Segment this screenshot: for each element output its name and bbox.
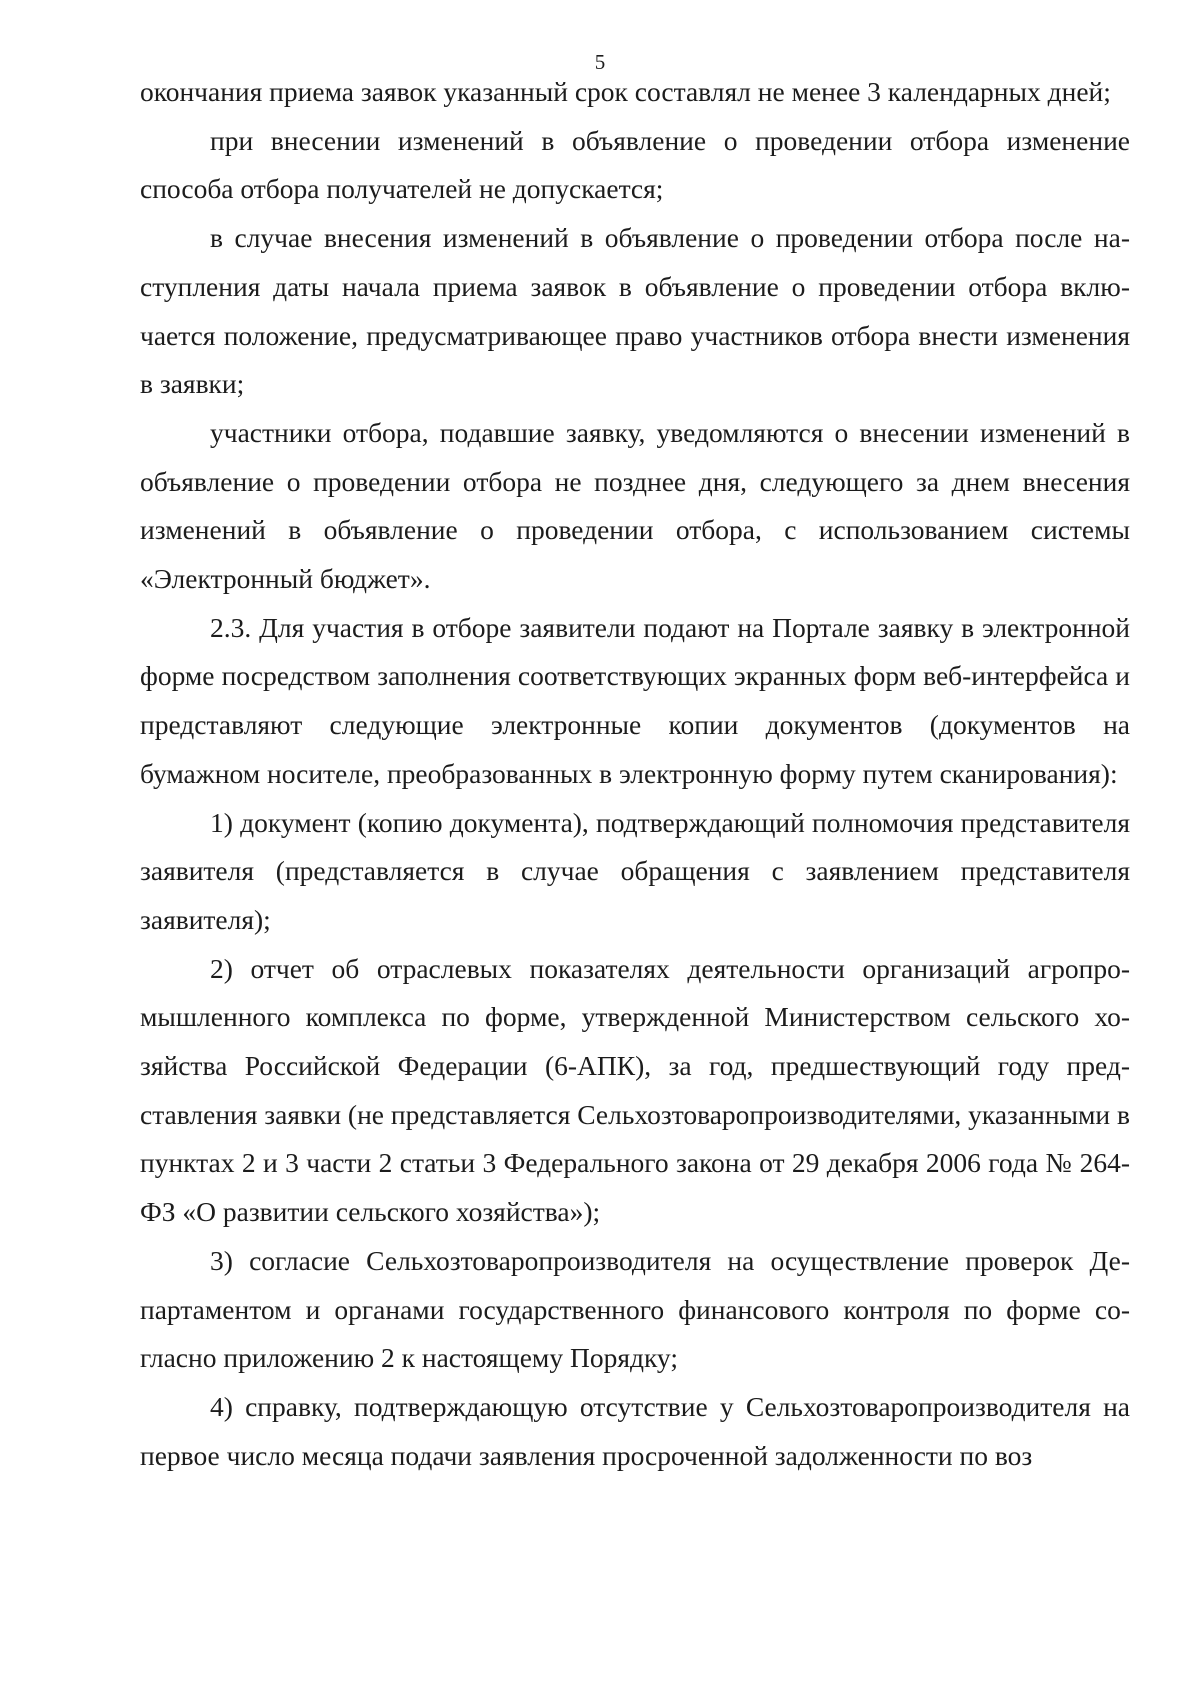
paragraph-changes-after-start: в случае внесения изменений в объявление о проведении отбора после наступления даты начала приема заявок в объявление о проведении отбора включается положение, предусматривающее право участников отбора внести изменения в заявки; bbox=[140, 222, 1130, 400]
paragraph-continuation: окончания приема заявок указанный срок составлял не менее 3 календарных дней; bbox=[140, 76, 1111, 107]
page-number: 5 bbox=[594, 50, 606, 74]
paragraph-participant-notice: участники отбора, подавшие заявку, уведомляются о внесении изменений в объявление о проведении отбора не позднее дня, следующего за днем внесения изменений в объявление о проведении отбора, с использованием системы «Электронный бюджет». bbox=[140, 416, 1130, 595]
list-item-1: 1) документ (копию документа), подтверждающий полномочия представителя заявителя (представляется в случае обращения с заявлением представителя заявителя); bbox=[140, 806, 1130, 935]
paragraph-section-2-3: 2.3. Для участия в отборе заявители подают на Портале заявку в электронной форме посредством заполнения соответствующих экранных форм веб-интерфейса и представляют следующие электронные копии документов (документов на бумажном носителе, преобразованных в электронную форму путем сканирования): bbox=[140, 611, 1130, 789]
paragraph-change-method: при внесении изменений в объявление о проведении отбора изменение способа отбора получателей не допускается; bbox=[140, 124, 1130, 205]
document-body bbox=[140, 68, 1130, 1480]
list-item-4: 4) справку, подтверждающую отсутствие у Сельхозтоваропроизводителя на первое число месяца подачи заявления просроченной задолженности по воз bbox=[140, 1390, 1130, 1471]
list-item-3: 3) согласие Сельхозтоваропроизводителя на осуществление проверок Департаментом и органами государственного финансового контроля по форме согласно приложению 2 к настоящему Порядку; bbox=[140, 1244, 1130, 1374]
list-item-2: 2) отчет об отраслевых показателях деятельности организаций агропромышленного комплекса по форме, утвержденной Министерством сельского хозяйства Российской Федерации (6-АПК), за год, предшествующий году представления заявки (не представляется Сельхозтоваропроизводителями, указанными в пунктах 2 и 3 части 2 статьи 3 Федерального закона от 29 декабря 2006 года № 264-ФЗ «О развитии сельского хозяйства»); bbox=[140, 952, 1131, 1228]
